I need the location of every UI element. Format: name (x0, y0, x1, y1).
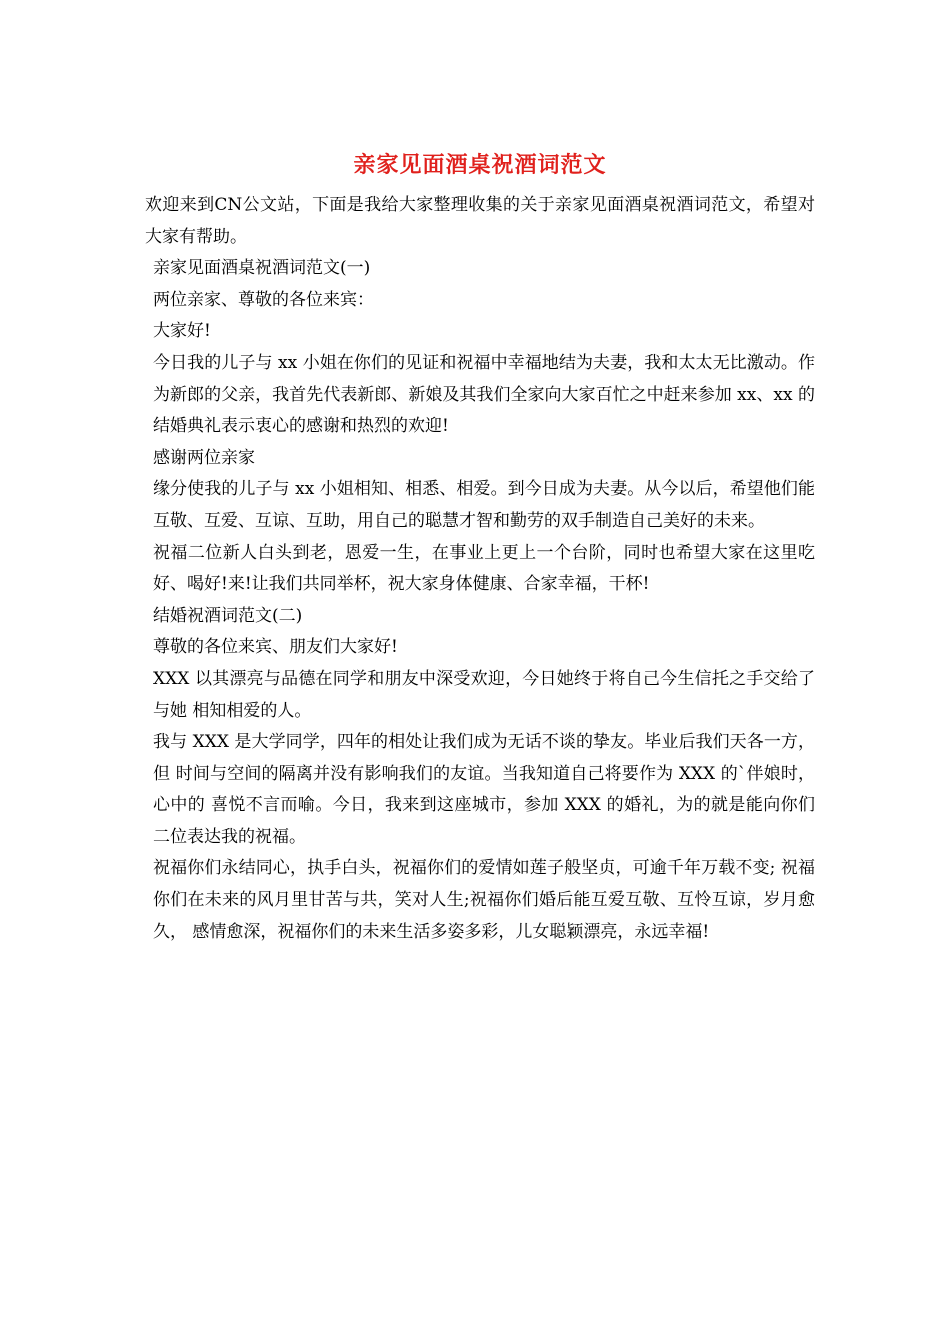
document-page (145, 150, 815, 948)
paragraph-body-3: XXX 以其漂亮与品德在同学和朋友中深受欢迎，今日她终于将自己今生信托之手交给了与她 相知相爱的人。 (153, 668, 815, 721)
paragraph-greeting-1: 大家好! (153, 321, 211, 342)
paragraph-body-1: 今日我的儿子与 xx 小姐在你们的见证和祝福中幸福地结为夫妻，我和太太无比激动。作为新郎的父亲，我首先代表新郎、新娘及其我们全家向大家百忙之中赶来参加 xx、xx 的结婚典礼表示衷心的感谢和热烈的欢迎! (153, 352, 815, 437)
document-title: 亲家见面酒桌祝酒词范文 (353, 152, 607, 178)
paragraph-intro: 欢迎来到CN公文站，下面是我给大家整理收集的关于亲家见面酒桌祝酒词范文，希望对大家有帮助。 (145, 195, 815, 247)
paragraph-greeting-2: 尊敬的各位来宾、朋友们大家好! (153, 637, 398, 658)
paragraph-thanks: 感谢两位亲家 (153, 447, 255, 468)
paragraph-toast-1: 祝福二位新人白头到老，恩爱一生，在事业上更上一个台阶，同时也希望大家在这里吃好、喝好!来!让我们共同举杯，祝大家身体健康、合家幸福，干杯! (153, 542, 815, 595)
paragraph-section-heading-1: 亲家见面酒桌祝酒词范文(一) (153, 258, 371, 279)
paragraph-blessing: 祝福你们永结同心，执手白头，祝福你们的爱情如莲子般坚贞，可逾千年万载不变; 祝福 你们在未来的风月里甘苦与共，笑对人生;祝福你们婚后能互爱互敬、互怜互谅，岁月愈久， 感情愈深，祝福你们的未来生活多姿多彩，儿女聪颖漂亮，永远幸福! (153, 858, 815, 942)
paragraph-section-heading-2: 结婚祝酒词范文(二) (153, 605, 303, 626)
paragraph-body-2: 缘分使我的儿子与 xx 小姐相知、相悉、相爱。到今日成为夫妻。从今以后，希望他们能互敬、互爱、互谅、互助，用自己的聪慧才智和勤劳的双手制造自己美好的未来。 (153, 479, 815, 531)
paragraph-body-4: 我与 XXX 是大学同学，四年的相处让我们成为无话不谈的挚友。毕业后我们天各一方，但 时间与空间的隔离并没有影响我们的友谊。当我知道自己将要作为 XXX 的`伴娘时，心中的 喜悦不言而喻。今日，我来到这座城市，参加 XXX 的婚礼，为的就是能向你们二位表达我的祝福。 (153, 732, 815, 847)
paragraph-salutation-1: 两位亲家、尊敬的各位来宾： (153, 289, 374, 310)
